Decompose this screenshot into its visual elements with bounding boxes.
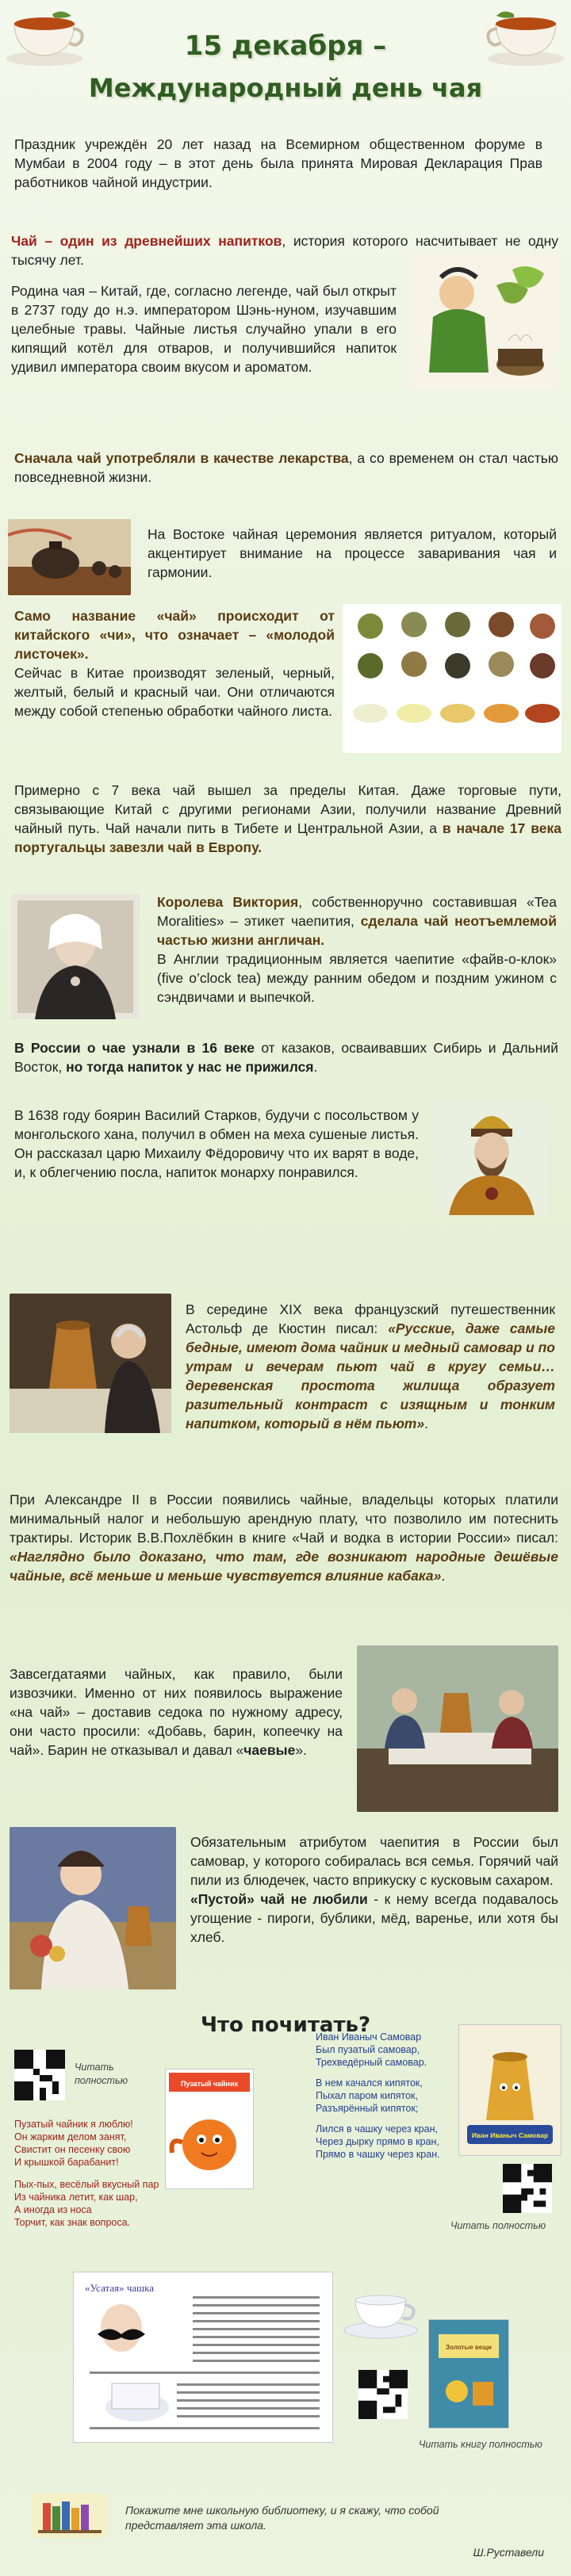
tea-varieties-photo <box>343 604 561 753</box>
book-page-mustached-cup[interactable] <box>73 2272 333 2443</box>
tavern-painting <box>357 1645 558 1812</box>
book-cover-golden-things[interactable] <box>428 2319 509 2429</box>
qr-code-1[interactable] <box>14 2050 65 2100</box>
cabbies-text: Завсегдатаями чайных, как правило, были извозчики. Именно от них появилось выражение «на чай» – доставив седока по нужному адресу, они часто просили: «Добавь, барин, копеечку на чай». Барин не отказывал и давал «чаевые». <box>10 1666 343 1758</box>
starkov-text: В 1638 году боярин Василий Старков, будучи с посольством у монгольского хана, получил в обмен на меха сушеные листья. Он рассказал царю Михаилу Фёдоровичу что их варят в воде, и, к облегчению посла, напиток монарху понравился. <box>14 1107 419 1180</box>
book-cover-teapot[interactable] <box>165 2069 254 2189</box>
history-lead: Чай – один из древнейших напитков, история которого насчитывает не одну тысячу лет. <box>11 233 558 268</box>
spread-text: Примерно с 7 века чай вышел за пределы Китая. Даже торговые пути, связывающие Китай с другими регионами Азии, получили название Древний чайный путь. Чай начали пить в Тибете и Центральной Азии, а в начале 17 века португальцы завезли чай в Европу. <box>14 782 561 855</box>
book-cover-samovar[interactable] <box>458 2024 561 2156</box>
teacup-saucer-illustration <box>341 2280 420 2343</box>
poem-pot-bellied-teapot: Пузатый чайник я люблю! Он жарким делом занят, Свистит он песенку свою И крышкой барабанит! Пых-пых, весёлый вкусный пар Из чайника летит, как шар, А иногда из носа Торчит, как знак вопроса. <box>14 2119 159 2228</box>
page-title-date: 15 декабря – <box>184 30 387 62</box>
page-title: Международный день чая <box>88 73 483 103</box>
reading-heading: Что почитать? <box>200 2013 371 2037</box>
alexander-text: При Александре II в России появились чайные, владельцы которых платили минимальный налог и небольшую арендную плату, что позволило им потеснить трактиры. Историк В.В.Похлёбкин в книге «Чай и водка в истории России» писал: «Наглядно было доказано, что там, где возникают народные дешёвые чайные, всё меньше и меньше чувствуется влияние кабака». <box>10 1492 558 1584</box>
book4-title: Золотые вещи <box>446 2344 492 2351</box>
queen-victoria-portrait <box>11 894 140 1019</box>
medicine-text: Сначала чай употребляли в качестве лекарства, а со временем он стал частью повседневной жизни. <box>14 450 558 485</box>
read-full-link-2[interactable]: Читать полностью <box>450 2220 546 2231</box>
qr-code-3[interactable] <box>358 2370 408 2419</box>
library-quote: Покажите мне школьную библиотеку, и я скажу, что собой представляет эта школа. <box>125 2504 439 2532</box>
victoria-text: Королева Виктория, собственноручно составившая «Tea Moralities» – этикет чаепития, сделала чай неотъемлемой частью жизни англичан. В Англии традиционным является чаепитие «файв-о-клок» (five o’clock tea) между ранним обедом и поздним ужином с сэндвичами и выпечкой. <box>157 894 557 1005</box>
read-full-link-1[interactable]: Читать полностью <box>75 2062 128 2086</box>
book1-title: Пузатый чайник <box>180 2080 239 2088</box>
read-book-full-link[interactable]: Читать книгу полностью <box>419 2439 542 2450</box>
ceremony-text: На Востоке чайная церемония является ритуалом, который акцентирует внимание на процессе заваривания чая и гармонии. <box>148 526 557 580</box>
book3-title: «Усатая» чашка <box>85 2282 155 2294</box>
qr-code-2[interactable] <box>503 2164 552 2213</box>
tea-ceremony-photo <box>8 519 131 595</box>
merchant-wife-painting <box>10 1827 176 1989</box>
china-legend-text: Родина чая – Китай, где, согласно легенде, чай был открыт в 2737 году до н.э. императором Шэнь-нуном, изучавшим целебные травы. Чайные листья случайно упали в его кипящий котёл для отваров, и получившийся напиток удивил императора своим вкусом и ароматом. <box>11 283 397 375</box>
book2-title: Иван Иваныч Самовар <box>471 2131 549 2139</box>
russia-intro: В России о чае узнали в 16 веке от казаков, осваивавших Сибирь и Дальний Восток, но тогда напиток у нас не прижился. <box>14 1040 558 1075</box>
tea-name-text: Само название «чай» происходит от китайского «чи», что означает – «молодой листочек». Сейчас в Китае производят зеленый, черный, желтый, белый и красный чаи. Они отличаются между собой степенью обработки чайного листа. <box>14 608 335 719</box>
custine-text: В середине XIX века французский путешественник Астольф де Кюстин писал: «Русские, даже самые бедные, имеют дома чайник и медный самовар и по утрам и вечерам пьют чай в кругу семьи… деревенская простота жилища образует разительный контраст с изящным и тонким напитком, который в нём пьют». <box>186 1301 555 1431</box>
shennong-illustration <box>409 254 558 390</box>
samovar-text: Обязательным атрибутом чаепития в России был самовар, у которого собиралась вся семья. Горячий чай пили из блюдечек, часто вприкуску с кусковым сахаром. «Пустой» чай не любили - к нему всегда подавалось угощение - пироги, бублики, мёд, варенье, или хотя бы хлеб. <box>190 1834 558 1945</box>
library-icon <box>32 2494 108 2538</box>
tsar-mikhail-portrait <box>433 1100 550 1215</box>
poem-ivan-samovar: Иван Иваныч Самовар Был пузатый самовар, Трехведёрный самовар. В нем качался кипяток, Пыхал паром кипяток, Разъярённый кипяток; Лился в чашку через кран, Через дырку прямо в кран, Прямо в чашку через кран. <box>316 2031 440 2160</box>
quote-author: Ш.Руставели <box>473 2546 544 2559</box>
intro-text: Праздник учреждён 20 лет назад на Всемирном общественном форуме в Мумбаи в 2004 году – в этот день была принята Мировая Декларация Прав работников чайной индустрии. <box>14 136 542 190</box>
samovar-painting <box>10 1294 171 1433</box>
